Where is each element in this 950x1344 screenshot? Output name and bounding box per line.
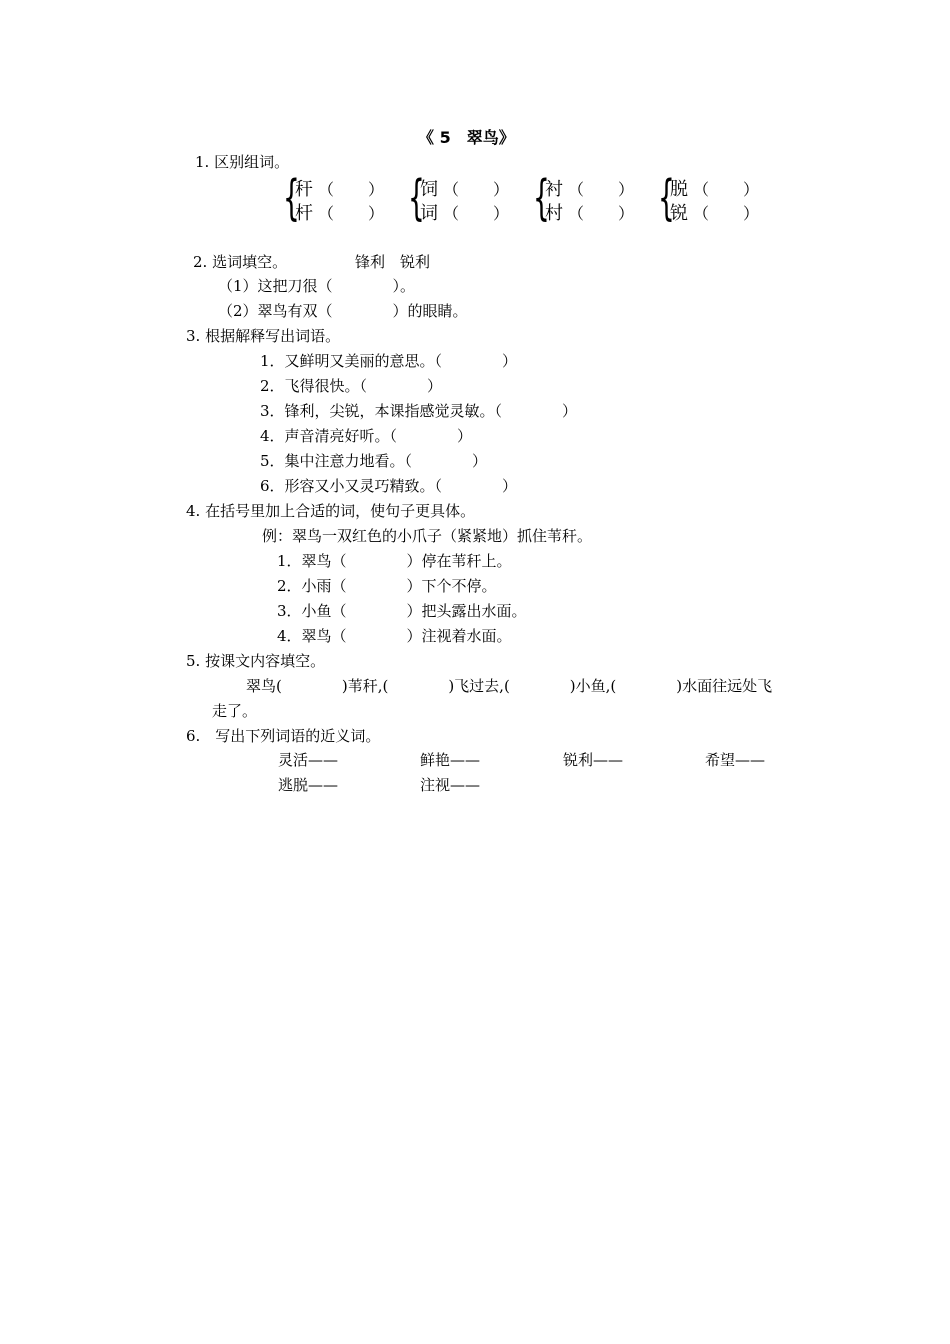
word-pair-4: [658, 170, 778, 228]
brace-icon: {: [283, 170, 300, 226]
q3-item-3: 3．锋利，尖锐，本课指感觉灵敏。（ ）: [260, 402, 578, 420]
q3-item-1: 1．又鲜明又美丽的意思。（ ）: [260, 352, 518, 370]
close-paren: ）: [743, 204, 760, 223]
q2-item-1: （1）这把刀很（ ）。: [218, 277, 416, 295]
char-bottom: 锐: [670, 203, 688, 224]
q3-item-6: 6．形容又小又灵巧精致。（ ）: [260, 477, 518, 495]
word-pair-1: [283, 170, 403, 228]
close-paren: ）: [493, 180, 510, 199]
q2-word-choices: 锋利 锐利: [355, 253, 431, 271]
q3-item-2: 2．飞得很快。（ ）: [260, 377, 443, 395]
char-top: 饲: [420, 179, 438, 200]
word-pair-3: [533, 170, 653, 228]
close-paren: ）: [493, 204, 510, 223]
q6-label: 6. 写出下列词语的近义词。: [186, 727, 381, 745]
q3-item-4: 4．声音清亮好听。（ ）: [260, 427, 473, 445]
page-title: 《 5 翠鸟》: [418, 128, 515, 147]
brace-icon: {: [533, 170, 550, 226]
q6-word-4: 希望——: [705, 751, 766, 769]
close-paren: ）: [618, 204, 635, 223]
q3-item-5: 5．集中注意力地看。（ ）: [260, 452, 488, 470]
word-pair-2: [408, 170, 528, 228]
open-paren: （: [443, 204, 460, 223]
close-paren: ）: [368, 180, 385, 199]
char-bottom: 杆: [295, 203, 313, 224]
q3-label: 3. 根据解释写出词语。: [186, 327, 341, 345]
q6-word-3: 锐利——: [563, 751, 624, 769]
q2-label: 2. 选词填空。: [193, 253, 288, 271]
close-paren: ）: [743, 180, 760, 199]
char-top: 秆: [295, 179, 313, 200]
q4-item-2: 2．小雨（ ）下个不停。: [277, 577, 497, 595]
char-top: 衬: [545, 179, 563, 200]
open-paren: （: [693, 204, 710, 223]
open-paren: （: [318, 180, 335, 199]
brace-icon: {: [658, 170, 675, 226]
open-paren: （: [568, 204, 585, 223]
open-paren: （: [318, 204, 335, 223]
q6-word-6: 注视——: [420, 776, 481, 794]
char-top: 脱: [670, 179, 688, 200]
q6-word-2: 鲜艳——: [420, 751, 481, 769]
brace-icon: {: [408, 170, 425, 226]
q4-example: 例：翠鸟一双红色的小爪子（紧紧地）抓住苇秆。: [262, 527, 593, 545]
char-bottom: 村: [545, 203, 563, 224]
q4-item-4: 4．翠鸟（ ）注视着水面。: [277, 627, 512, 645]
char-bottom: 词: [420, 203, 438, 224]
q4-item-1: 1．翠鸟（ ）停在苇秆上。: [277, 552, 512, 570]
open-paren: （: [443, 180, 460, 199]
open-paren: （: [568, 180, 585, 199]
q6-word-5: 逃脱——: [278, 776, 339, 794]
open-paren: （: [693, 180, 710, 199]
q5-line-2: 走了。: [212, 702, 258, 720]
q6-word-1: 灵活——: [278, 751, 339, 769]
q1-label: 1. 区别组词。: [195, 153, 290, 171]
close-paren: ）: [368, 204, 385, 223]
close-paren: ）: [618, 180, 635, 199]
q4-label: 4. 在括号里加上合适的词，使句子更具体。: [186, 502, 476, 520]
q5-line-1: 翠鸟( )苇秆,( )飞过去,( )小鱼,( )水面往远处飞: [246, 677, 773, 695]
q5-label: 5. 按课文内容填空。: [186, 652, 326, 670]
q2-item-2: （2）翠鸟有双（ ）的眼睛。: [218, 302, 468, 320]
q4-item-3: 3．小鱼（ ）把头露出水面。: [277, 602, 527, 620]
